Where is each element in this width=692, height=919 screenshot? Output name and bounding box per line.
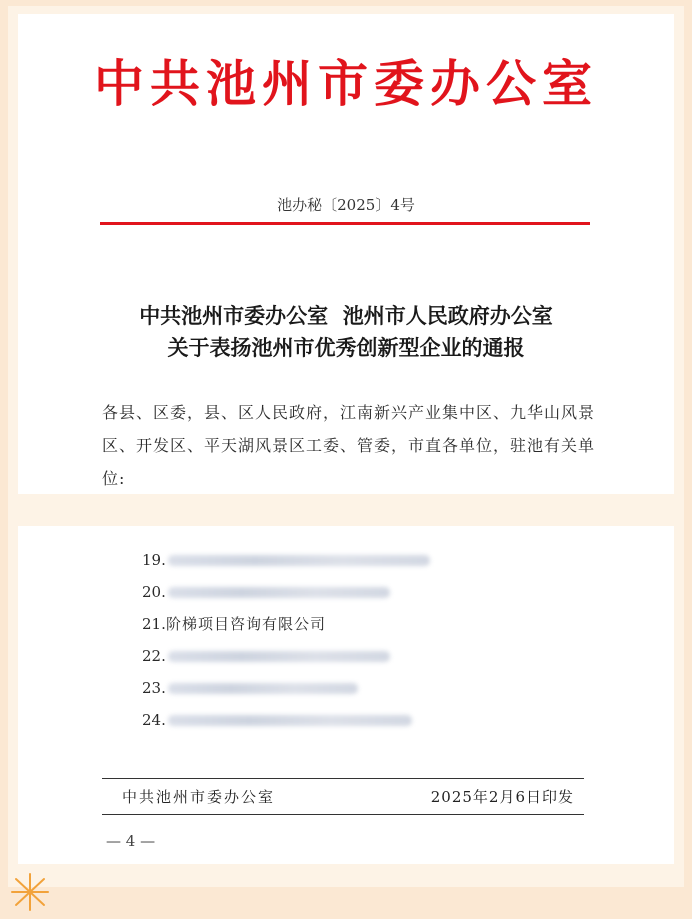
addressee-text: 各县、区委，县、区人民政府，江南新兴产业集中区、九华山风景区、开发区、平天湖风景区工委、管委，市直各单位，驻池有关单位: bbox=[102, 403, 596, 488]
page-number: — 4 — bbox=[106, 832, 156, 850]
blurred-text bbox=[168, 715, 412, 726]
blurred-text bbox=[168, 683, 358, 694]
document-page-top bbox=[18, 14, 674, 494]
item-number: 23. bbox=[142, 679, 166, 697]
list-item bbox=[142, 544, 442, 576]
list-item bbox=[142, 672, 442, 704]
letterhead-title: 中共池州市委办公室 bbox=[94, 55, 598, 113]
item-number: 19. bbox=[142, 551, 166, 569]
item-number: 21. bbox=[142, 615, 166, 633]
item-number: 22. bbox=[142, 647, 166, 665]
firework-icon bbox=[8, 870, 52, 914]
list-item bbox=[142, 608, 442, 640]
footer-rule-top bbox=[102, 778, 584, 779]
blurred-text bbox=[168, 651, 390, 662]
list-item bbox=[142, 640, 442, 672]
list-item bbox=[142, 576, 442, 608]
footer-issuer: 中共池州市委办公室 bbox=[122, 788, 276, 806]
document-number: 池办秘〔2025〕4号 bbox=[277, 196, 415, 214]
notice-title bbox=[18, 300, 674, 364]
red-divider bbox=[100, 222, 590, 225]
item-number: 24. bbox=[142, 711, 166, 729]
notice-title-line2: 关于表扬池州市优秀创新型企业的通报 bbox=[167, 335, 525, 360]
company-list bbox=[142, 544, 442, 736]
item-text: 阶梯项目咨询有限公司 bbox=[166, 615, 327, 633]
list-item bbox=[142, 704, 442, 736]
footer-rule-bottom bbox=[102, 814, 584, 815]
document-page-bottom bbox=[18, 526, 674, 864]
blurred-text bbox=[168, 587, 390, 598]
footer-date: 2025年2月6日印发 bbox=[430, 788, 574, 806]
item-number: 20. bbox=[142, 583, 166, 601]
blurred-text bbox=[168, 555, 430, 566]
notice-title-line1: 中共池州市委办公室 池州市人民政府办公室 bbox=[139, 303, 553, 328]
